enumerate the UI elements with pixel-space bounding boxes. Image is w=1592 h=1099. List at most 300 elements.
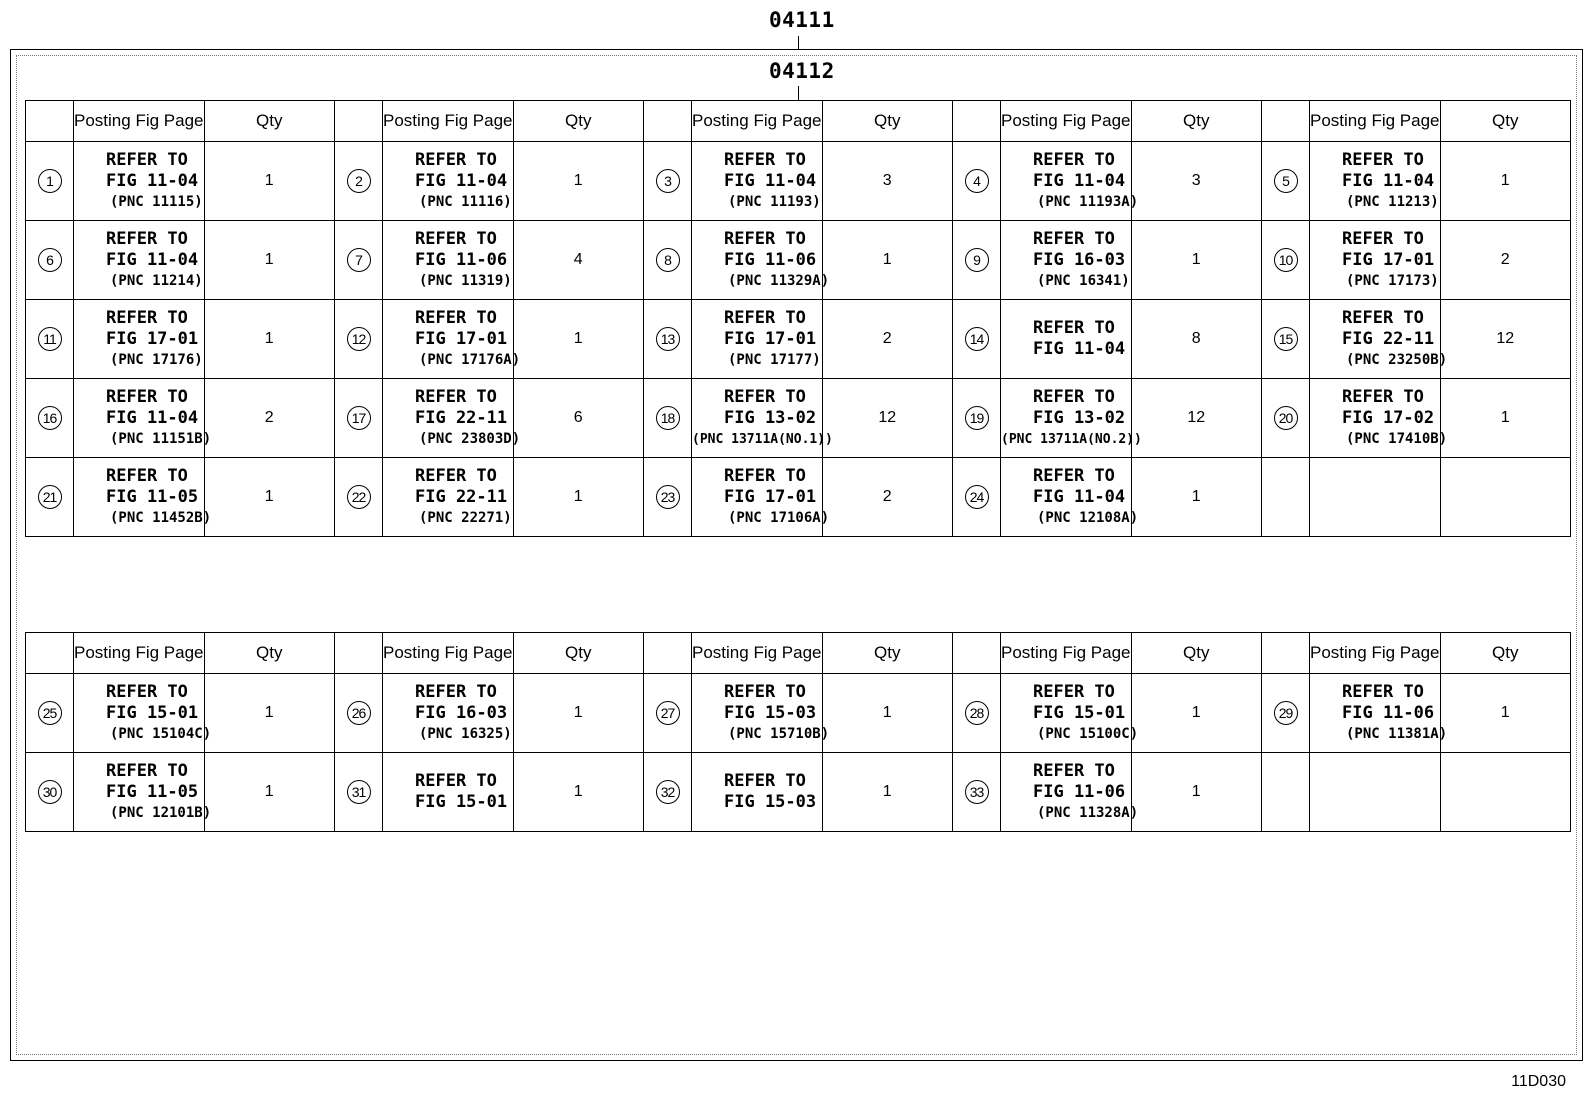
figure-reference: FIG 17-01 [1342, 249, 1435, 270]
item-number-circle: 32 [656, 780, 680, 804]
refer-to-label: REFER TO [1033, 760, 1115, 781]
reference-block [692, 771, 822, 813]
item-number-circle: 29 [1274, 701, 1298, 725]
qty-cell: 1 [204, 458, 335, 537]
qty-cell: 1 [1131, 221, 1262, 300]
refer-to-label: REFER TO [1033, 465, 1115, 486]
pnc-reference: (PNC 17176) [110, 351, 203, 368]
qty-cell: 1 [1440, 142, 1571, 221]
qty-cell: 4 [513, 221, 644, 300]
qty-cell: 1 [204, 221, 335, 300]
item-number-circle: 31 [347, 780, 371, 804]
qty-cell: 1 [1131, 753, 1262, 832]
figure-code: 11D030 [1511, 1073, 1566, 1090]
qty-cell: 1 [204, 674, 335, 753]
pnc-reference: (PNC 15104C) [110, 725, 212, 742]
item-number-cell [335, 221, 383, 300]
item-number-circle: 28 [965, 701, 989, 725]
refer-to-label: REFER TO [724, 465, 806, 486]
figure-reference: FIG 11-05 [106, 781, 199, 802]
refer-to-label: REFER TO [415, 228, 497, 249]
header-qty: Qty [204, 101, 335, 142]
reference-cell [383, 753, 514, 832]
item-number-circle: 15 [1274, 327, 1298, 351]
pnc-reference: (PNC 16325) [419, 725, 512, 742]
header-qty: Qty [204, 633, 335, 674]
figure-reference: FIG 22-11 [1342, 328, 1435, 349]
header-posting-fig-page: Posting Fig Page [74, 101, 205, 142]
reference-cell [74, 458, 212, 537]
item-number-cell [26, 142, 74, 221]
qty-cell [1440, 458, 1571, 537]
item-number-cell [953, 753, 1001, 832]
item-number-circle: 10 [1274, 248, 1298, 272]
figure-reference: FIG 11-06 [415, 249, 508, 270]
figure-reference: FIG 11-04 [415, 170, 508, 191]
refer-to-label: REFER TO [1033, 386, 1115, 407]
item-number-cell [644, 221, 692, 300]
item-number-circle: 8 [656, 248, 680, 272]
qty-cell: 1 [1131, 674, 1262, 753]
refer-to-label: REFER TO [1342, 228, 1424, 249]
refer-to-label: REFER TO [415, 307, 497, 328]
figure-reference: FIG 11-05 [106, 486, 199, 507]
reference-block [1001, 229, 1131, 292]
reference-block [74, 760, 212, 824]
pnc-reference: (PNC 17410B) [1346, 430, 1448, 447]
refer-to-label: REFER TO [106, 465, 188, 486]
reference-cell [383, 458, 514, 537]
qty-cell: 6 [513, 379, 644, 458]
reference-block [383, 150, 513, 213]
reference-block [74, 308, 204, 371]
qty-cell: 1 [513, 753, 644, 832]
reference-cell [383, 300, 521, 379]
table-row [26, 458, 1571, 537]
header-qty: Qty [513, 101, 644, 142]
reference-cell [1310, 142, 1441, 221]
item-number-cell [26, 300, 74, 379]
reference-block [74, 465, 212, 529]
header-posting-fig-page: Posting Fig Page [1310, 101, 1441, 142]
header-qty: Qty [1131, 633, 1262, 674]
item-number-cell [26, 458, 74, 537]
pnc-reference: (PNC 17106A) [728, 509, 830, 526]
reference-cell [1001, 221, 1132, 300]
item-number-cell [644, 300, 692, 379]
item-number-circle: 1 [38, 169, 62, 193]
leader-line-main [798, 36, 799, 50]
item-number-circle: 19 [965, 406, 989, 430]
header-posting-fig-page: Posting Fig Page [1310, 633, 1441, 674]
item-number-cell [1262, 379, 1310, 458]
header-qty: Qty [1131, 101, 1262, 142]
header-blank-cell [26, 633, 74, 674]
refer-to-label: REFER TO [415, 386, 497, 407]
item-number-circle: 30 [38, 780, 62, 804]
header-posting-fig-page: Posting Fig Page [74, 633, 205, 674]
table-row [26, 753, 1571, 832]
item-number-circle: 20 [1274, 406, 1298, 430]
reference-block [692, 465, 830, 529]
reference-cell [74, 674, 212, 753]
reference-block [383, 386, 521, 450]
refer-to-label: REFER TO [415, 771, 497, 791]
reference-block [692, 386, 833, 450]
reference-cell [692, 674, 830, 753]
item-number-cell [644, 753, 692, 832]
item-number-cell [335, 300, 383, 379]
qty-cell: 1 [513, 458, 644, 537]
pnc-reference: (PNC 12108A) [1037, 509, 1139, 526]
reference-block [1001, 760, 1139, 824]
pnc-reference: (PNC 11328A) [1037, 804, 1139, 821]
table-row [26, 142, 1571, 221]
pnc-reference: (PNC 17173) [1346, 272, 1439, 289]
reference-block [692, 228, 830, 292]
qty-cell: 3 [1131, 142, 1262, 221]
reference-cell [74, 300, 205, 379]
item-number-cell [644, 674, 692, 753]
reference-block [383, 229, 513, 292]
pnc-reference: (PNC 11452B) [110, 509, 212, 526]
header-qty: Qty [822, 101, 953, 142]
figure-reference: FIG 15-01 [1033, 702, 1126, 723]
refer-to-label: REFER TO [724, 386, 806, 407]
header-posting-fig-page: Posting Fig Page [1001, 633, 1132, 674]
refer-to-label: REFER TO [724, 149, 806, 170]
assembly-number-main: 04111 [769, 8, 835, 32]
header-qty: Qty [1440, 633, 1571, 674]
refer-to-label: REFER TO [415, 681, 497, 702]
qty-cell: 1 [513, 674, 644, 753]
qty-cell: 1 [1440, 674, 1571, 753]
qty-cell: 2 [1440, 221, 1571, 300]
item-number-cell [953, 379, 1001, 458]
pnc-reference: (PNC 11214) [110, 272, 203, 289]
figure-reference: FIG 11-06 [1033, 781, 1126, 802]
pnc-reference: (PNC 23803D) [419, 430, 521, 447]
item-number-cell [953, 142, 1001, 221]
item-number-cell [953, 458, 1001, 537]
reference-block [1310, 386, 1448, 450]
reference-block [1001, 149, 1139, 213]
refer-to-label: REFER TO [106, 760, 188, 781]
item-number-circle: 25 [38, 701, 62, 725]
refer-to-label: REFER TO [1033, 149, 1115, 170]
item-number-circle: 2 [347, 169, 371, 193]
pnc-reference: (PNC 11213) [1346, 193, 1439, 210]
header-posting-fig-page: Posting Fig Page [1001, 101, 1132, 142]
header-blank-cell [26, 101, 74, 142]
refer-to-label: REFER TO [1033, 228, 1115, 249]
reference-table-2 [25, 632, 1571, 832]
item-number-circle: 16 [38, 406, 62, 430]
item-number-cell [335, 674, 383, 753]
pnc-reference: (PNC 23250B) [1346, 351, 1448, 368]
qty-cell: 2 [822, 300, 953, 379]
qty-cell: 1 [204, 753, 335, 832]
header-posting-fig-page: Posting Fig Page [692, 101, 823, 142]
item-number-circle: 14 [965, 327, 989, 351]
pnc-reference: (PNC 11381A) [1346, 725, 1448, 742]
header-posting-fig-page: Posting Fig Page [383, 633, 514, 674]
header-posting-fig-page: Posting Fig Page [383, 101, 514, 142]
item-number-cell [644, 379, 692, 458]
item-number-circle: 27 [656, 701, 680, 725]
item-number-cell [335, 458, 383, 537]
reference-block [692, 308, 822, 371]
refer-to-label: REFER TO [1033, 681, 1115, 702]
pnc-reference: (PNC 15710B) [728, 725, 830, 742]
refer-to-label: REFER TO [1342, 149, 1424, 170]
item-number-circle: 6 [38, 248, 62, 272]
figure-reference: FIG 11-04 [1033, 486, 1126, 507]
reference-block [383, 771, 513, 813]
item-number-cell [644, 142, 692, 221]
figure-reference: FIG 15-03 [724, 702, 817, 723]
reference-cell [74, 142, 205, 221]
reference-cell [1001, 142, 1139, 221]
reference-table-1 [25, 100, 1571, 537]
pnc-reference: (PNC 11193A) [1037, 193, 1139, 210]
item-number-circle: 33 [965, 780, 989, 804]
figure-reference: FIG 22-11 [415, 486, 508, 507]
figure-reference: FIG 11-06 [1342, 702, 1435, 723]
qty-cell: 12 [822, 379, 953, 458]
item-number-cell [335, 142, 383, 221]
reference-block [74, 681, 212, 745]
figure-reference: FIG 11-04 [1033, 170, 1126, 191]
reference-block [692, 681, 830, 745]
refer-to-label: REFER TO [106, 149, 188, 170]
item-number-cell [335, 753, 383, 832]
pnc-reference: (PNC 11193) [728, 193, 821, 210]
refer-to-label: REFER TO [724, 228, 806, 249]
qty-cell: 12 [1440, 300, 1571, 379]
table-row [26, 379, 1571, 458]
header-blank-cell [1262, 633, 1310, 674]
item-number-cell [1262, 142, 1310, 221]
header-blank-cell [335, 633, 383, 674]
item-number-circle: 17 [347, 406, 371, 430]
refer-to-label: REFER TO [106, 681, 188, 702]
figure-reference: FIG 11-04 [1342, 170, 1435, 191]
qty-cell: 2 [204, 379, 335, 458]
reference-block [1001, 318, 1131, 360]
pnc-reference: (PNC 13711A(NO.2)) [1001, 431, 1142, 447]
qty-cell [1440, 753, 1571, 832]
qty-cell: 1 [1131, 458, 1262, 537]
header-blank-cell [335, 101, 383, 142]
pnc-reference: (PNC 22271) [419, 509, 512, 526]
header-blank-cell [644, 101, 692, 142]
reference-block [383, 466, 513, 529]
reference-block [1001, 681, 1139, 745]
item-number-cell [1262, 458, 1310, 537]
figure-reference: FIG 11-04 [106, 170, 199, 191]
figure-reference: FIG 17-02 [1342, 407, 1435, 428]
item-number-cell [26, 753, 74, 832]
figure-reference: FIG 13-02 [1033, 407, 1126, 428]
figure-reference: FIG 17-01 [724, 486, 817, 507]
item-number-cell [953, 300, 1001, 379]
header-blank-cell [953, 633, 1001, 674]
figure-reference: FIG 15-03 [724, 792, 817, 812]
item-number-circle: 3 [656, 169, 680, 193]
refer-to-label: REFER TO [106, 307, 188, 328]
item-number-cell [1262, 753, 1310, 832]
qty-cell: 1 [204, 300, 335, 379]
pnc-reference: (PNC 17176A) [419, 351, 521, 368]
table-row [26, 674, 1571, 753]
reference-block [74, 386, 212, 450]
pnc-reference: (PNC 11116) [419, 193, 512, 210]
figure-reference: FIG 15-01 [415, 792, 508, 812]
reference-block [1001, 386, 1142, 450]
reference-block [1310, 150, 1440, 213]
reference-cell [383, 221, 514, 300]
reference-block [74, 150, 204, 213]
reference-block [692, 150, 822, 213]
reference-block [383, 682, 513, 745]
reference-cell [692, 221, 830, 300]
pnc-reference: (PNC 11319) [419, 272, 512, 289]
qty-cell: 1 [1440, 379, 1571, 458]
qty-cell: 2 [822, 458, 953, 537]
item-number-cell [1262, 674, 1310, 753]
pnc-reference: (PNC 12101B) [110, 804, 212, 821]
figure-reference: FIG 11-04 [106, 249, 199, 270]
qty-cell: 1 [822, 221, 953, 300]
refer-to-label: REFER TO [1342, 681, 1424, 702]
item-number-cell [953, 221, 1001, 300]
item-number-circle: 12 [347, 327, 371, 351]
header-qty: Qty [822, 633, 953, 674]
figure-reference: FIG 17-01 [106, 328, 199, 349]
item-number-circle: 9 [965, 248, 989, 272]
refer-to-label: REFER TO [415, 149, 497, 170]
qty-cell: 1 [204, 142, 335, 221]
refer-to-label: REFER TO [724, 307, 806, 328]
figure-reference: FIG 11-04 [1033, 339, 1126, 359]
header-blank-cell [1262, 101, 1310, 142]
figure-reference: FIG 11-04 [106, 407, 199, 428]
table-row [26, 300, 1571, 379]
figure-reference: FIG 22-11 [415, 407, 508, 428]
reference-cell [1001, 753, 1139, 832]
reference-cell [74, 221, 205, 300]
reference-cell [692, 753, 823, 832]
item-number-cell [26, 221, 74, 300]
item-number-circle: 18 [656, 406, 680, 430]
qty-cell: 3 [822, 142, 953, 221]
reference-block [1310, 307, 1448, 371]
item-number-cell [1262, 221, 1310, 300]
item-number-circle: 21 [38, 485, 62, 509]
leader-line-sub [798, 86, 799, 100]
table-header-row [26, 101, 1571, 142]
reference-cell [692, 379, 833, 458]
table-row [26, 221, 1571, 300]
pnc-reference: (PNC 16341) [1037, 272, 1130, 289]
figure-reference: FIG 17-01 [724, 328, 817, 349]
item-number-cell [26, 379, 74, 458]
reference-cell [1001, 674, 1139, 753]
item-number-circle: 5 [1274, 169, 1298, 193]
item-number-circle: 7 [347, 248, 371, 272]
item-number-cell [1262, 300, 1310, 379]
refer-to-label: REFER TO [106, 386, 188, 407]
figure-reference: FIG 16-03 [415, 702, 508, 723]
pnc-reference: (PNC 15100C) [1037, 725, 1139, 742]
reference-block [383, 307, 521, 371]
item-number-cell [26, 674, 74, 753]
item-number-circle: 4 [965, 169, 989, 193]
qty-cell: 1 [822, 753, 953, 832]
item-number-cell [953, 674, 1001, 753]
item-number-cell [644, 458, 692, 537]
pnc-reference: (PNC 11151B) [110, 430, 212, 447]
header-qty: Qty [1440, 101, 1571, 142]
header-posting-fig-page: Posting Fig Page [692, 633, 823, 674]
reference-cell [1310, 674, 1448, 753]
reference-block [1310, 681, 1448, 745]
item-number-circle: 11 [38, 327, 62, 351]
reference-cell [692, 458, 830, 537]
header-qty: Qty [513, 633, 644, 674]
reference-block [1310, 229, 1440, 292]
refer-to-label: REFER TO [1033, 318, 1115, 338]
figure-reference: FIG 11-04 [724, 170, 817, 191]
reference-cell [383, 674, 514, 753]
qty-cell: 1 [513, 300, 644, 379]
pnc-reference: (PNC 11115) [110, 193, 203, 210]
reference-cell [1310, 458, 1441, 537]
item-number-cell [335, 379, 383, 458]
refer-to-label: REFER TO [1342, 307, 1424, 328]
reference-block [74, 229, 204, 292]
reference-cell [1310, 379, 1448, 458]
figure-reference: FIG 17-01 [415, 328, 508, 349]
refer-to-label: REFER TO [106, 228, 188, 249]
reference-cell [692, 142, 823, 221]
qty-cell: 1 [513, 142, 644, 221]
qty-cell: 8 [1131, 300, 1262, 379]
reference-cell [1001, 379, 1142, 458]
pnc-reference: (PNC 13711A(NO.1)) [692, 431, 833, 447]
item-number-circle: 13 [656, 327, 680, 351]
reference-cell [74, 753, 212, 832]
refer-to-label: REFER TO [415, 465, 497, 486]
item-number-circle: 23 [656, 485, 680, 509]
qty-cell: 12 [1131, 379, 1262, 458]
figure-reference: FIG 16-03 [1033, 249, 1126, 270]
pnc-reference: (PNC 11329A) [728, 272, 830, 289]
reference-block [1001, 465, 1139, 529]
table-header-row [26, 633, 1571, 674]
reference-cell [383, 379, 521, 458]
pnc-reference: (PNC 17177) [728, 351, 821, 368]
reference-cell [1001, 300, 1132, 379]
assembly-number-sub: 04112 [769, 59, 835, 83]
item-number-circle: 26 [347, 701, 371, 725]
reference-cell [1310, 221, 1441, 300]
item-number-circle: 22 [347, 485, 371, 509]
refer-to-label: REFER TO [724, 771, 806, 791]
reference-cell [383, 142, 514, 221]
reference-cell [692, 300, 823, 379]
